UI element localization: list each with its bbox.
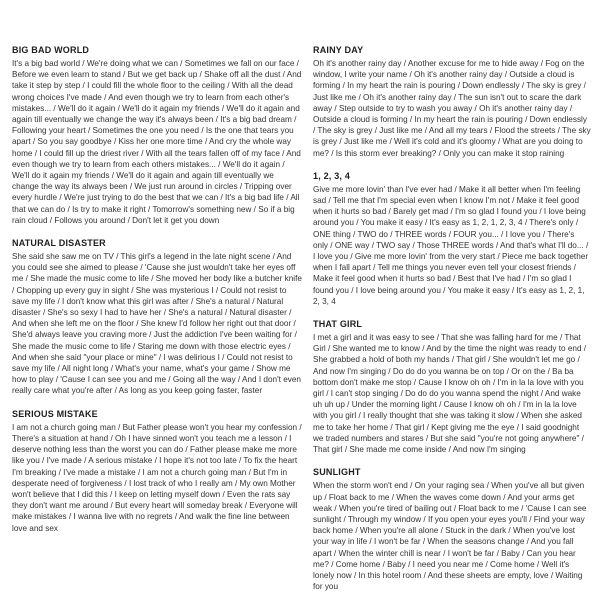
song-title: THAT GIRL [313,319,363,330]
song-rainy-day [313,45,591,159]
song-1-2-3-4 [313,171,591,307]
left-column [12,45,302,534]
song-lyrics: Oh it's another rainy day / Another excuse for me to hide away / Fog on the window, I write your name / Oh it's another rainy day / Outside a cloud is forming / In my heart the rain is pouring / Down endlessly / The sky is grey / Just like me / Oh it's another rainy day / The sun isn't out to scare the dark away / Step outside to try to wash you away / Oh it's another rainy day / Outside a cloud is forming / In my heart the rain is pouring / Down endlessly / The sky is grey / Just like me / And all my tears / Flood the streets / The sky is grey / Just like me / Well it's cold and it's gloomy / What are you doing to me? / Is this storm ever breaking? / Only you can make it stop raining [313,59,591,158]
song-title: BIG BAD WORLD [12,45,90,55]
song-serious-mistake [12,409,302,534]
song-lyrics: When the storm won't end / On your raging sea / When you've all but given up / Float back to me / When the waves come down / And your arms get weak / When you're tired of bailing out / Float back to me / 'Cause I can see sunlight / Through my window / If you open your eyes you'll / Find your way back home / When you're all alone / Stuck in the dark / When you've lost your way in life / I won't be far / When the seasons change / And you fall apart / When the winter chill is near / I won't be far / Baby / Can you hear me? / Come home / Baby / I need you near me / Come home / Well it's lonely now / In this hotel room / And these sheets are empty, love / Waiting for you [313,481,587,592]
song-natural-disaster [12,238,302,397]
song-lyrics: I am not a church going man / But Father please won't you hear my confession / There's a situation at hand / Oh I have sinned won't you teach me a lesson / I deserve nothing less than the worst you can do / Father please make me more like you / I've made / A serious mistake / I hope it's not too late / To fix the heart I'm breaking / I've made a mistake / I am not a church going man / But I'm in desperate need of forgiveness / I lost track of who I really am / My own Mother won't believe that I did this / I keep on letting myself down / Even the rats say they don't want me around / But every heart will someday break / Everyone will make mistakes / I wanna live with no regrets / And walk the fine line between love and sex [12,422,302,533]
song-title: RAINY DAY [313,45,364,55]
song-lyrics: She said she saw me on TV / This girl's a legend in the late night scene / And you could see she aimed to please / 'Cause she just wouldn't take her eyes off me / She made the music come to life / She moved her body like a butcher knife / Chopping up every guy in sight / She was mysterious I / Could not resist to save my life / I don't know what this girl was after / She's a natural / Natural disaster / She's so sexy I had to have her / She's a natural / Natural disaster / And when she left me on the floor / She knew I'd follow her right out that door / She'd always leave you craving more / Just the addiction I've been waiting for / She made the music come to life / Staring me down with those electric eyes / And when she said "your place or mine" / I was delirious I / Could not resist to save my life / All night long / What's your name, what's your game / Show me how to play / 'Cause I can see you and me / Going all the way / And I don't even really care what you're after / As long as you keep going faster, faster [12,252,302,396]
song-title: NATURAL DISASTER [12,238,106,249]
song-lyrics: I met a girl and it was easy to see / That she was falling hard for me / That Girl / She wanted me to know / And by the time the night was ready to end / She grabbed a hold of both my hands / That girl / She wouldn't let me go / And now I'm singing / Do do do you wanna be on top / Or on the / Ba ba bottom don't make me stop / Cause I know oh oh / I'm in la la love with you girl / I can't stop singing / Do do do you wanna spend the night / And wake uh uh up / Under the morning light / Cause I know oh oh / I'm in la la love with you girl / I really thought that she was taking it slow / When she asked me to take her home / That girl / Kept giving me the eye / I said goodnight we traded numbers and stares / But she said "you're not going anywhere" / That girl / She made me come inside / And now I'm singing [313,333,587,455]
song-title: SUNLIGHT [313,467,361,478]
song-big-bad-world [12,45,302,226]
song-that-girl [313,319,591,455]
song-lyrics: It's a big bad world / We're doing what we can / Sometimes we fall on our face / Before we even learn to stand / But we get back up / Shake off all the dust / And take it step by step / I could fill the whole floor to the ceiling / With all the dead wrong choices I've made / And even though we try to learn from each other's mistakes... / We'll do it again / We'll do it again my friends / We'll do it again and again till eventually we change the way it's always been / It's a big bad dream / Following your heart / Sometimes the one you need / Is the one that tears you apart / So you say goodbye / Kiss her one more time / And cry the whole way home / I could fill up the driest river / With all the tears fallen off of my face / And even though we try to learn from each others mistakes... / We'll do it again / We'll do it again my friends / We'll do it again and again till eventually we change the way its always been / We just run around in circles / Tripping over every hurdle / We're just trying to do the best that we can / It's a big bad life / All that we can do / Is try to make it right / Tomorrow's something new / So if a big rain cloud / Follows you around / Don't let it get you down [12,59,302,225]
song-sunlight [313,467,591,592]
song-lyrics: Give me more lovin' than I've ever had / Make it all better when I'm feeling sad / Tell me that I'm special even when I know I'm not / Make it feel good when it hurts so bad / Barely get mad / I'm so glad I found you / I love being around you / You make it easy / It's easy as 1, 2, 1, 2, 3, 4 / There's only / ONE thing / TWO do / THREE words / FOUR you... / I love you / There's only / ONE way / TWO say / Those THREE words / And that's what I'll do... / I love you / Give me more lovin' from the very start / Piece me back together when I fall apart / Tell me things you never even tell your closest friends / Make it feel good when it hurts so bad / Best that I've had / I'm so glad I found you / I love being around you / You make it easy / It's easy as 1, 2, 1, 2, 3, 4 [313,184,589,306]
right-column [313,45,591,592]
song-title: 1, 2, 3, 4 [313,170,351,181]
song-title: SERIOUS MISTAKE [12,408,98,419]
